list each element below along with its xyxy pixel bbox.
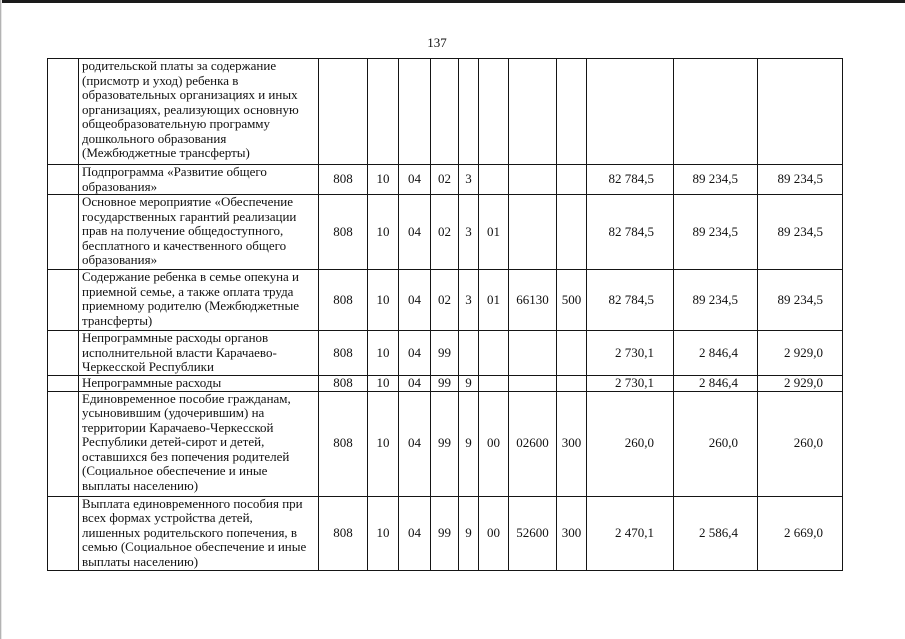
table-cell: 808 (319, 391, 368, 496)
table-cell: 10 (368, 391, 399, 496)
budget-table (47, 58, 843, 571)
table-cell (557, 165, 587, 195)
amount-cell: 2 929,0 (758, 376, 843, 392)
table-cell (479, 165, 509, 195)
table-cell: 04 (399, 496, 431, 570)
scan-left-edge (0, 0, 2, 639)
amount-cell: 89 234,5 (758, 270, 843, 331)
table-cell: 04 (399, 165, 431, 195)
table-cell (509, 331, 557, 376)
page-number: 137 (427, 35, 447, 50)
table-cell (557, 376, 587, 392)
row-name: Содержание ребенка в семье опекуна и приемной семье, а также оплата труда приемному родителю (Межбюджетные трансферты) (79, 270, 319, 331)
table-cell (509, 376, 557, 392)
index-cell (48, 195, 79, 270)
table-cell: 808 (319, 331, 368, 376)
table-cell (557, 195, 587, 270)
row-name: Непрограммные расходы (79, 376, 319, 392)
table-cell: 9 (459, 496, 479, 570)
amount-cell (758, 59, 843, 165)
table-cell: 99 (431, 331, 459, 376)
index-cell (48, 496, 79, 570)
table-cell: 300 (557, 391, 587, 496)
table-cell: 00 (479, 391, 509, 496)
table-row (48, 331, 843, 376)
row-name: Основное мероприятие «Обеспечение государственных гарантий реализации прав на получение общедоступного, бесплатного и качественного общего образования» (79, 195, 319, 270)
table-cell: 52600 (509, 496, 557, 570)
table-cell: 10 (368, 195, 399, 270)
table-cell (459, 59, 479, 165)
amount-cell: 2 846,4 (674, 376, 758, 392)
table-cell: 808 (319, 496, 368, 570)
table-cell: 10 (368, 270, 399, 331)
amount-cell: 2 846,4 (674, 331, 758, 376)
index-cell (48, 165, 79, 195)
table-cell: 808 (319, 165, 368, 195)
table-row (48, 391, 843, 496)
index-cell (48, 391, 79, 496)
table-cell: 02 (431, 270, 459, 331)
table-cell (509, 195, 557, 270)
amount-cell: 89 234,5 (758, 165, 843, 195)
amount-cell: 89 234,5 (674, 270, 758, 331)
table-cell: 9 (459, 376, 479, 392)
amount-cell: 2 929,0 (758, 331, 843, 376)
table-cell (399, 59, 431, 165)
index-cell (48, 331, 79, 376)
amount-cell: 260,0 (758, 391, 843, 496)
table-cell: 808 (319, 376, 368, 392)
table-cell (557, 59, 587, 165)
table-cell: 3 (459, 195, 479, 270)
amount-cell (674, 59, 758, 165)
amount-cell: 2 586,4 (674, 496, 758, 570)
table-cell: 01 (479, 195, 509, 270)
table-cell: 300 (557, 496, 587, 570)
row-name: Выплата единовременного пособия при всех формах устройства детей, лишенных родительского попечения, в семью (Социальное обеспечение и иные выплаты населению) (79, 496, 319, 570)
table-cell (509, 165, 557, 195)
scan-top-edge (0, 0, 905, 3)
table-cell: 00 (479, 496, 509, 570)
table-cell: 66130 (509, 270, 557, 331)
table-cell (557, 331, 587, 376)
row-name: родительской платы за содержание (присмотр и уход) ребенка в образовательных организациях и иных организациях, реализующих основную общеобразовательную программу дошкольного образования (Межбюджетные трансферты) (79, 59, 319, 165)
table-row (48, 270, 843, 331)
table-cell (431, 59, 459, 165)
table-cell: 10 (368, 496, 399, 570)
table-cell: 99 (431, 376, 459, 392)
index-cell (48, 270, 79, 331)
table-cell: 04 (399, 270, 431, 331)
table-cell (479, 376, 509, 392)
table-row (48, 195, 843, 270)
table-cell: 808 (319, 270, 368, 331)
table-cell (319, 59, 368, 165)
table-cell: 04 (399, 195, 431, 270)
amount-cell: 82 784,5 (587, 165, 674, 195)
amount-cell: 2 470,1 (587, 496, 674, 570)
amount-cell: 82 784,5 (587, 195, 674, 270)
table-cell (479, 331, 509, 376)
table-cell: 01 (479, 270, 509, 331)
index-cell (48, 376, 79, 392)
table-cell: 10 (368, 165, 399, 195)
amount-cell: 260,0 (674, 391, 758, 496)
amount-cell: 89 234,5 (758, 195, 843, 270)
table-cell: 04 (399, 376, 431, 392)
amount-cell: 89 234,5 (674, 195, 758, 270)
table-cell: 3 (459, 270, 479, 331)
amount-cell: 2 730,1 (587, 376, 674, 392)
table-cell: 02 (431, 165, 459, 195)
amount-cell: 2 669,0 (758, 496, 843, 570)
table-row (48, 376, 843, 392)
table-cell: 04 (399, 331, 431, 376)
table-cell (368, 59, 399, 165)
row-name: Непрограммные расходы органов исполнительной власти Карачаево- Черкесской Республики (79, 331, 319, 376)
amount-cell: 82 784,5 (587, 270, 674, 331)
amount-cell: 2 730,1 (587, 331, 674, 376)
table-row (48, 496, 843, 570)
table-cell: 02 (431, 195, 459, 270)
table-row (48, 59, 843, 165)
row-name: Единовременное пособие гражданам, усыновившим (удочерившим) на территории Карачаево-Черкесской Республики детей-сирот и детей, оставшихся без попечения родителей (Социальное обеспечение и иные выплаты населению) (79, 391, 319, 496)
index-cell (48, 59, 79, 165)
table-cell: 04 (399, 391, 431, 496)
amount-cell: 260,0 (587, 391, 674, 496)
table-cell (479, 59, 509, 165)
amount-cell: 89 234,5 (674, 165, 758, 195)
table-cell: 10 (368, 331, 399, 376)
table-cell: 02600 (509, 391, 557, 496)
table-cell (509, 59, 557, 165)
table-row (48, 165, 843, 195)
table-cell: 99 (431, 391, 459, 496)
table-cell: 3 (459, 165, 479, 195)
table-cell: 99 (431, 496, 459, 570)
amount-cell (587, 59, 674, 165)
table-cell (459, 331, 479, 376)
table-cell: 500 (557, 270, 587, 331)
table-cell: 808 (319, 195, 368, 270)
row-name: Подпрограмма «Развитие общего образования» (79, 165, 319, 195)
table-cell: 9 (459, 391, 479, 496)
table-cell: 10 (368, 376, 399, 392)
